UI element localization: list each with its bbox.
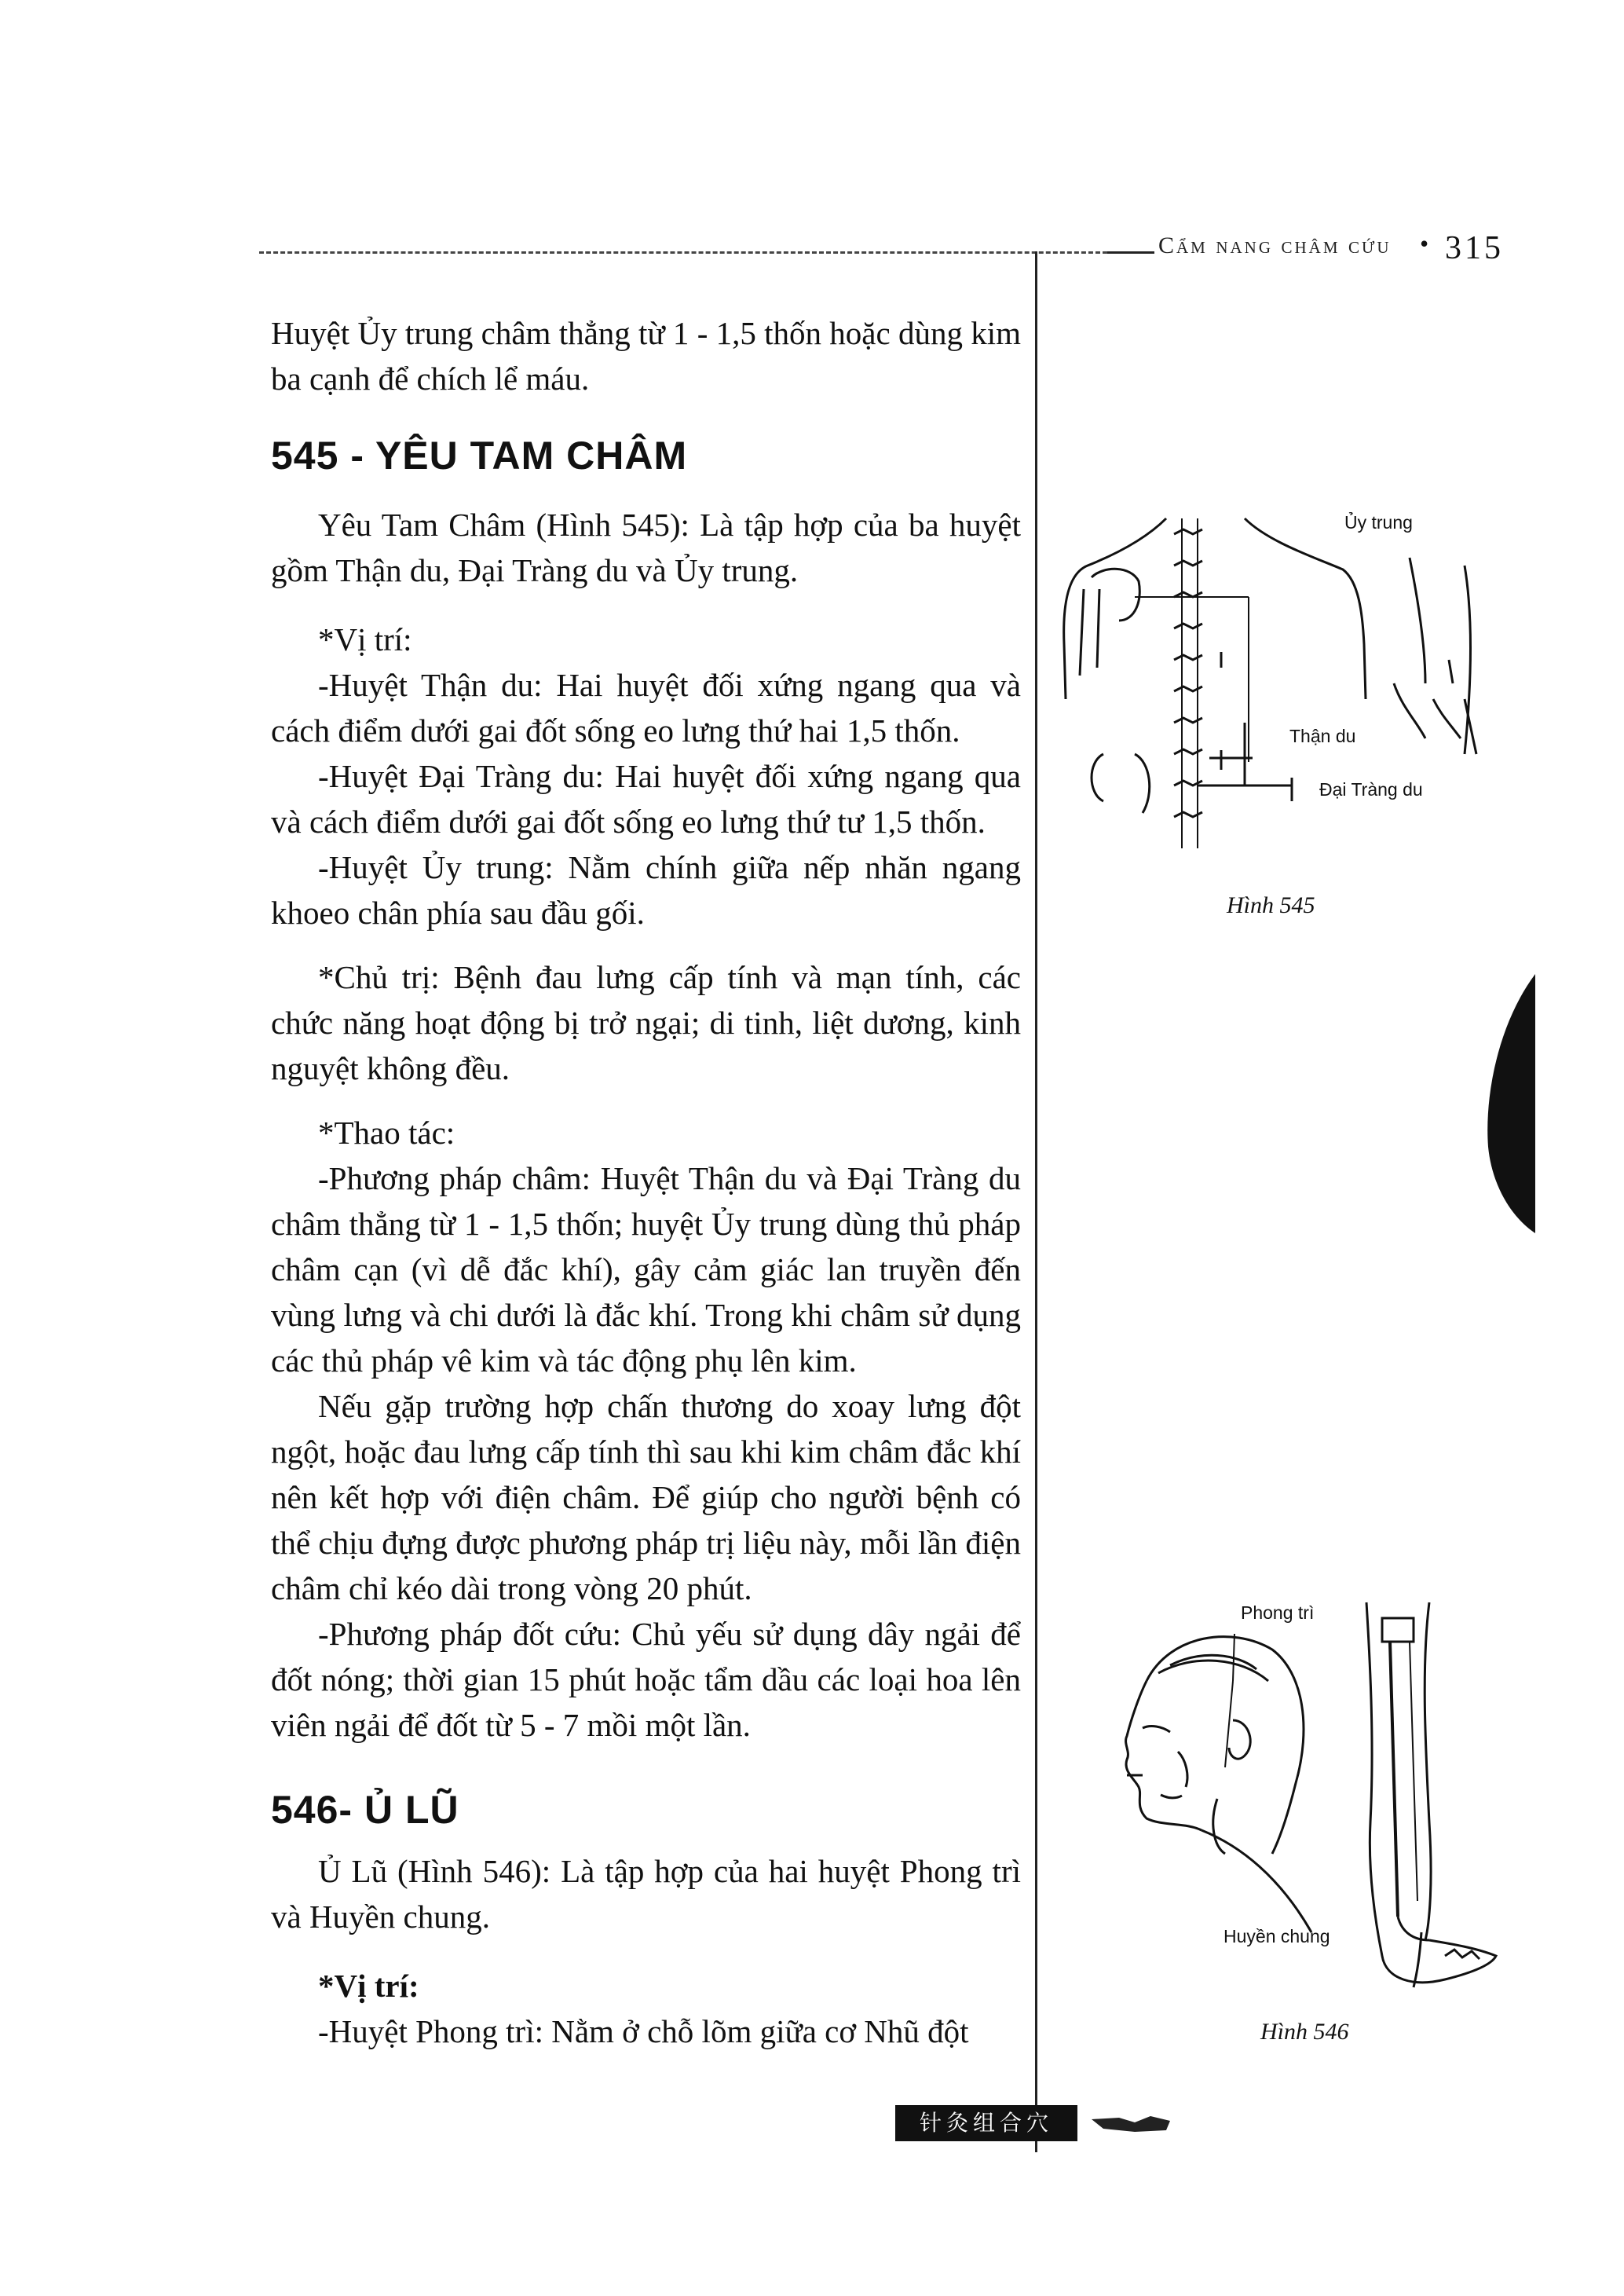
header-bullet: • [1420,229,1429,258]
section-546-intro: Ủ Lũ (Hình 546): Là tập hợp của hai huyệt Phong trì và Huyền chung. [271,1853,1021,1935]
footer-stamp: 针灸组合穴 [895,2105,1077,2141]
figure-546-head-leg-illustration [1099,1587,1508,2027]
label-dai-trang-du: Đại Tràng du [1319,779,1423,800]
label-phong-tri: Phong trì [1241,1602,1315,1623]
section-545-location-title: *Vị trí: [318,621,412,657]
running-title: Cẩm nang châm cứu [1158,233,1392,258]
figure-545-caption: Hình 545 [1227,892,1315,918]
header-rule [259,251,1107,254]
section-545-indications: *Chủ trị: Bệnh đau lưng cấp tính và mạn tính, các chức năng hoạt động bị trở ngại; di tinh, liệt dương, kinh nguyệt không đều. [271,959,1021,1086]
column-divider [1035,251,1037,2152]
label-huyen-chung: Huyền chung [1223,1926,1330,1946]
intro-paragraph: Huyệt Ủy trung châm thẳng từ 1 - 1,5 thốn hoặc dùng kim ba cạnh để chích lể máu. [271,315,1021,397]
location-uy-trung: -Huyệt Ủy trung: Nằm chính giữa nếp nhăn ngang khoeo chân phía sau đầu gối. [271,849,1021,931]
section-545-intro: Yêu Tam Châm (Hình 545): Là tập hợp của ba huyệt gồm Thận du, Đại Tràng du và Ủy trung. [271,507,1021,588]
label-uy-trung: Ủy trung [1344,512,1413,533]
procedure-moxibustion: -Phương pháp đốt cứu: Chủ yếu sử dụng dây ngải để đốt nóng; thời gian 15 phút hoặc tẩm dầu các loại hoa lên viên ngải để đốt từ 5 - 7 mồi một lần. [271,1616,1021,1743]
figure-546-caption: Hình 546 [1260,2019,1349,2045]
figure-545-back-illustration [1056,503,1496,848]
scan-edge-blot [1476,974,1539,1233]
label-than-du: Thận du [1289,726,1356,746]
section-545-heading: 545 - YÊU TAM CHÂM [271,434,688,478]
page-number: 315 [1445,230,1504,266]
header-rule-solid [1107,251,1154,254]
location-dai-trang-du: -Huyệt Đại Tràng du: Hai huyệt đối xứng ngang qua và cách điểm dưới gai đốt sống eo lưng thứ tư 1,5 thốn. [271,758,1021,840]
main-text-column [271,310,1021,2054]
location-phong-tri: -Huyệt Phong trì: Nằm ở chỗ lõm giữa cơ Nhũ đột [318,2013,969,2049]
section-546-location-title: *Vị trí: [318,1968,419,2004]
procedure-needling: -Phương pháp châm: Huyệt Thận du và Đại Tràng du châm thẳng từ 1 - 1,5 thốn; huyệt Ủy trung dùng thủ pháp châm cạn (vì dễ đắc khí), gây cảm giác lan truyền đến vùng lưng và chi dưới là đắc khí. Trong khi châm sử dụng các thủ pháp vê kim và tác động phụ lên kim. [271,1160,1021,1379]
section-545-procedure-title: *Thao tác: [318,1115,455,1151]
footer-smudge [1088,2111,1174,2135]
section-546-heading: 546- Ủ LŨ [271,1788,459,1832]
procedure-electro: Nếu gặp trường hợp chấn thương do xoay lưng đột ngột, hoặc đau lưng cấp tính thì sau khi kim châm đắc khí nên kết hợp với điện châm. Để giúp cho người bệnh có thể chịu đựng được phương pháp trị liệu này, mỗi lần điện châm chỉ kéo dài trong vòng 20 phút. [271,1388,1021,1606]
location-than-du: -Huyệt Thận du: Hai huyệt đối xứng ngang qua và cách điểm dưới gai đốt sống eo lưng thứ hai 1,5 thốn. [271,667,1021,749]
